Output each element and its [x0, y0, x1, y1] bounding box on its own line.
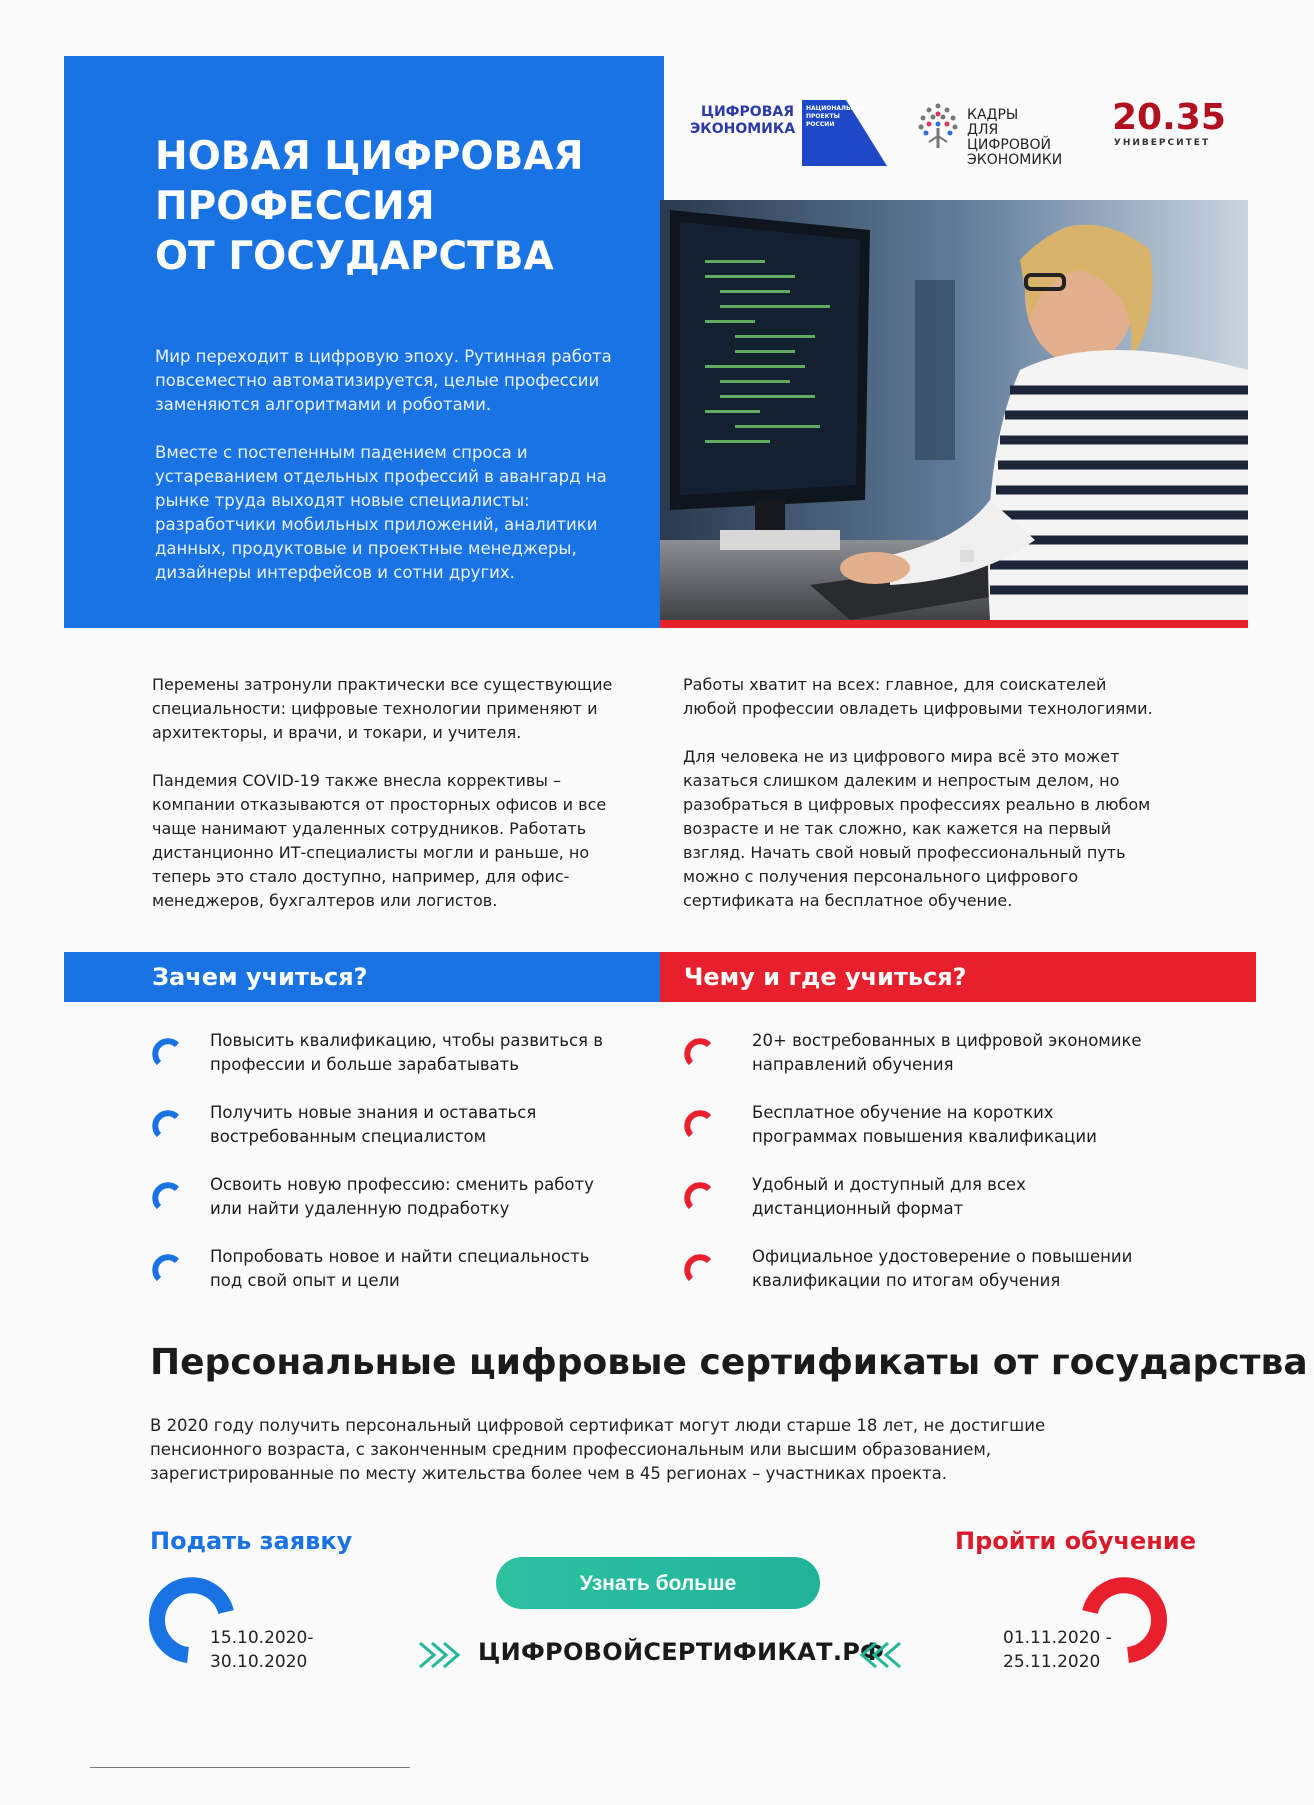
chevrons-right-icon: [418, 1640, 462, 1670]
national-projects-mark: [802, 100, 887, 166]
website-link[interactable]: ЦИФРОВОЙСЕРТИФИКАТ.РФ: [478, 1638, 885, 1666]
hero-title: [155, 132, 635, 282]
university-2035-logo: 20.35 УНИВЕРСИТЕТ: [1112, 97, 1226, 148]
certificates-title: Персональные цифровые сертификаты от государства: [150, 1342, 1308, 1383]
svg-text:НАЦИОНАЛЬНЫЕ: НАЦИОНАЛЬНЫЕ: [806, 105, 866, 112]
hero-title-line-1: НОВАЯ ЦИФРОВАЯ: [155, 134, 584, 179]
red-arc-icon: [682, 1251, 716, 1285]
study-dates: 01.11.2020 - 25.11.2020: [1003, 1628, 1112, 1672]
apply-dates: 15.10.2020- 30.10.2020: [210, 1628, 314, 1672]
intro-right-column: [683, 673, 1163, 937]
hero-title-line-3: ОТ ГОСУДАРСТВА: [155, 234, 554, 279]
blue-arc-icon: [150, 1179, 184, 1213]
hero-accent-line: [660, 620, 1248, 628]
intro-paragraph: Работы хватит на всех: главное, для соискателей любой профессии овладеть цифровыми технологиями.: [683, 675, 1153, 718]
hero-photo: [660, 200, 1248, 620]
intro-paragraph: Для человека не из цифрового мира всё это может казаться слишком далеким и непростым делом, но разобраться в цифровых профессиях реально в любом возрасте и не так сложно, как кажется на первый взгляд. Начать свой новый профессиональный путь можно с получения персонального цифрового сертификата на бесплатное обучение.: [683, 747, 1151, 910]
svg-text:РОССИИ: РОССИИ: [806, 121, 835, 128]
hero-paragraph-1: Мир переходит в цифровую эпоху. Рутинная работа повсеместно автоматизируется, целые профессии заменяются алгоритмами и роботами.: [155, 347, 612, 414]
blue-arc-icon: [150, 1251, 184, 1285]
intro-left-column: [152, 673, 632, 937]
hero-title-line-2: ПРОФЕССИЯ: [155, 184, 435, 229]
svg-text:ПРОЕКТЫ: ПРОЕКТЫ: [806, 113, 840, 120]
red-arc-icon: [682, 1179, 716, 1213]
red-arc-icon: [682, 1107, 716, 1141]
digital-economy-logo: ЦИФРОВАЯ ЭКОНОМИКА НАЦИОНАЛЬНЫЕ ПРОЕКТЫ РОССИИ: [690, 100, 890, 170]
blue-arc-icon: [150, 1035, 184, 1069]
chevrons-left-icon: [858, 1640, 902, 1670]
blue-arc-icon: [150, 1107, 184, 1141]
why-study-header: [64, 952, 660, 1002]
intro-paragraph: Пандемия COVID-19 также внесла коррективы – компании отказываются от просторных офисов и все чаще нанимают удаленных сотрудников. Работать дистанционно ИТ-специалисты могли и раньше, но теперь это стало доступно, например, для офис-менеджеров, бухгалтеров или логистов.: [152, 771, 607, 910]
personnel-for-digital-economy-logo: КАДРЫ ДЛЯ ЦИФРОВОЙ ЭКОНОМИКИ: [915, 100, 1075, 160]
intro-paragraph: Перемены затронули практически все существующие специальности: цифровые технологии применяют и архитекторы, и врачи, и токари, и учителя.: [152, 675, 613, 742]
developer-at-computer-photo: [660, 200, 1248, 620]
apply-label: Подать заявку: [150, 1527, 353, 1555]
tree-icon: [915, 100, 961, 150]
why-study-title: Зачем учиться?: [152, 963, 368, 991]
what-study-header: [660, 952, 1256, 1002]
red-arc-icon: [682, 1035, 716, 1069]
footer-divider: [90, 1767, 410, 1768]
hero-paragraph-2: Вместе с постепенным падением спроса и устареванием отдельных профессий в авангард на рынке труда выходят новые специалисты: разработчики мобильных приложений, аналитики данных, продуктовые и проектные менеджеры, дизайнеры интерфейсов и сотни других.: [155, 443, 607, 582]
certificates-description: В 2020 году получить персональный цифровой сертификат могут люди старше 18 лет, не достигшие пенсионного возраста, с законченным средним профессиональным или высшим образованием, зарегистрированные по месту жительства более чем в 45 регионах – участниках проекта.: [150, 1416, 1046, 1483]
what-study-title: Чему и где учиться?: [684, 963, 967, 991]
learn-more-button[interactable]: Узнать больше: [496, 1557, 820, 1609]
study-label: Пройти обучение: [955, 1527, 1196, 1555]
